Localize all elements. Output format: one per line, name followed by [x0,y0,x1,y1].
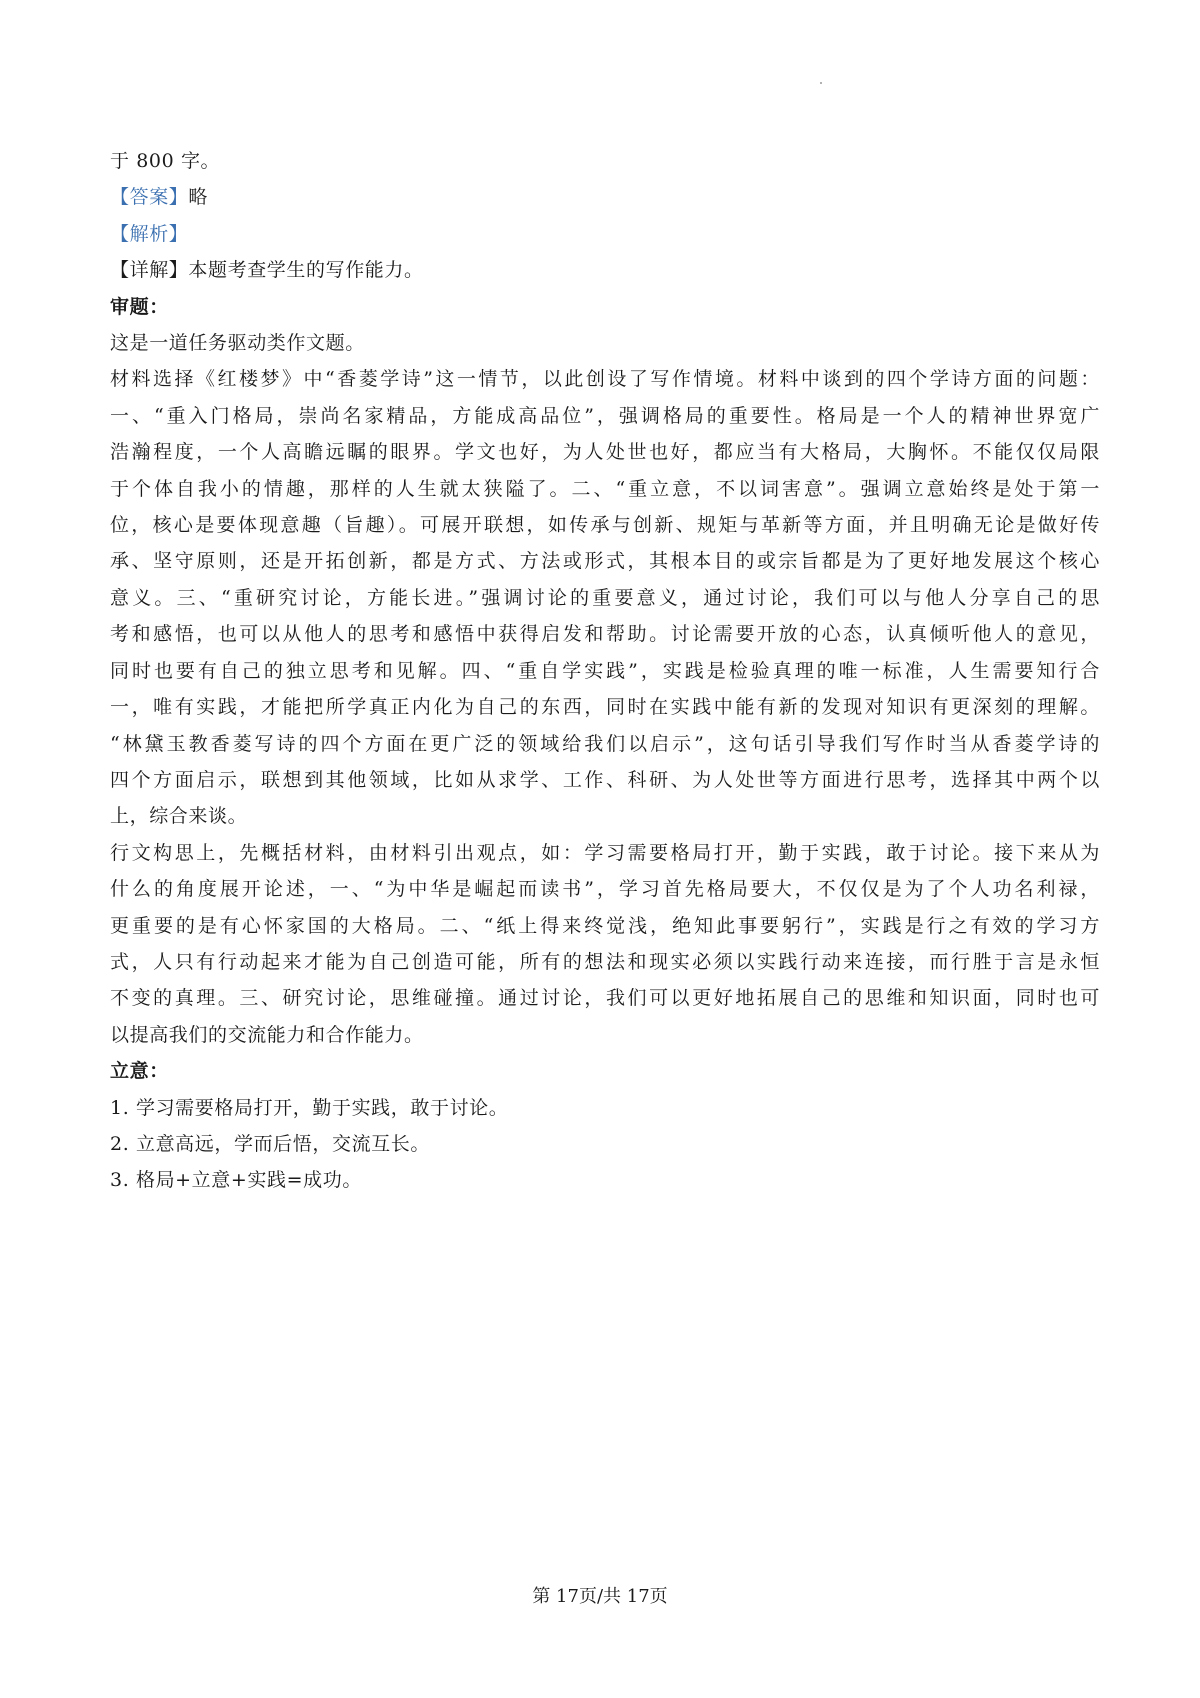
body-line: 位，核心是要体现意趣（旨趣）。可展开联想，如传承与创新、规矩与革新等方面，并且明确无论是做好传 [110,514,1100,537]
idea-item: 3. 格局+立意+实践=成功。 [110,1169,362,1192]
body-line: 四个方面启示，联想到其他领域，比如从求学、工作、科研、为人处世等方面进行思考，选择其中两个以 [110,768,1100,791]
idea-item: 1. 学习需要格局打开，勤于实践，敢于讨论。 [110,1096,509,1119]
idea-item: 2. 立意高远，学而后悟，交流互长。 [110,1132,430,1155]
body-line: 意义。三、“重研究讨论，方能长进。”强调讨论的重要意义，通过讨论，我们可以与他人分享自己的思 [110,586,1100,609]
body-line: “林黛玉教香菱写诗的四个方面在更广泛的领域给我们以启示”，这句话引导我们写作时当从香菱学诗的 [110,732,1100,755]
heading-shenti: 审题： [110,295,169,318]
body-line: 考和感悟，也可以从他人的思考和感悟中获得启发和帮助。讨论需要开放的心态，认真倾听他人的意见， [110,623,1100,646]
body-line: 同时也要有自己的独立思考和见解。四、“重自学实践”，实践是检验真理的唯一标准，人生需要知行合 [110,659,1100,682]
top-dot-mark [820,82,822,84]
body-line: 什么的角度展开论述，一、“为中华是崛起而读书”，学习首先格局要大，不仅仅是为了个人功名利禄， [110,878,1100,901]
body-line: 不变的真理。三、研究讨论，思维碰撞。通过讨论，我们可以更好地拓展自己的思维和知识面，同时也可 [110,987,1100,1010]
detail-line [110,252,1100,288]
body-line: 上，综合来谈。 [110,805,248,828]
body-line: 浩瀚程度，一个人高瞻远瞩的眼界。学文也好，为人处世也好，都应当有大格局，大胸怀。不能仅仅局限 [110,441,1100,464]
task-line: 这是一道任务驱动类作文题。 [110,332,365,355]
answer-text: 略 [188,186,209,209]
body-line: 式，人只有行动起来才能为自己创造可能，所有的想法和现实必须以实践行动来连接，而行胜于言是永恒 [110,950,1100,973]
intro-line: 于 800 字。 [110,150,221,172]
body-line: 材料选择《红楼梦》中“香菱学诗”这一情节，以此创设了写作情境。材料中谈到的四个学诗方面的问题： [110,368,1100,391]
analysis-label: 【解析】 [110,222,189,245]
detail-text: 本题考查学生的写作能力。 [188,259,424,282]
body-line: 一、“重入门格局，崇尚名家精品，方能成高品位”，强调格局的重要性。格局是一个人的精神世界宽广 [110,404,1100,427]
body-line: 一，唯有实践，才能把所学真正内化为自己的东西，同时在实践中能有新的发现对知识有更深刻的理解。 [110,696,1100,719]
page-footer: 第 17页/共 17页 [532,1586,668,1607]
body-line: 更重要的是有心怀家国的大格局。二、“纸上得来终觉浅，绝知此事要躬行”，实践是行之有效的学习方 [110,914,1100,937]
detail-label: 【详解】 [110,259,189,282]
body-line: 于个体自我小的情趣，那样的人生就太狭隘了。二、“重立意，不以词害意”。强调立意始终是处于第一 [110,477,1100,500]
heading-liyi: 立意： [110,1060,169,1083]
answer-label: 【答案】 [110,186,189,209]
body-line: 行文构思上，先概括材料，由材料引出观点，如：学习需要格局打开，勤于实践，敢于讨论。接下来从为 [110,841,1100,864]
answer-line [110,179,1100,215]
document-body [110,143,1100,1199]
body-line: 以提高我们的交流能力和合作能力。 [110,1023,424,1046]
body-line: 承、坚守原则，还是开拓创新，都是方式、方法或形式，其根本目的或宗旨都是为了更好地发展这个核心 [110,550,1100,573]
